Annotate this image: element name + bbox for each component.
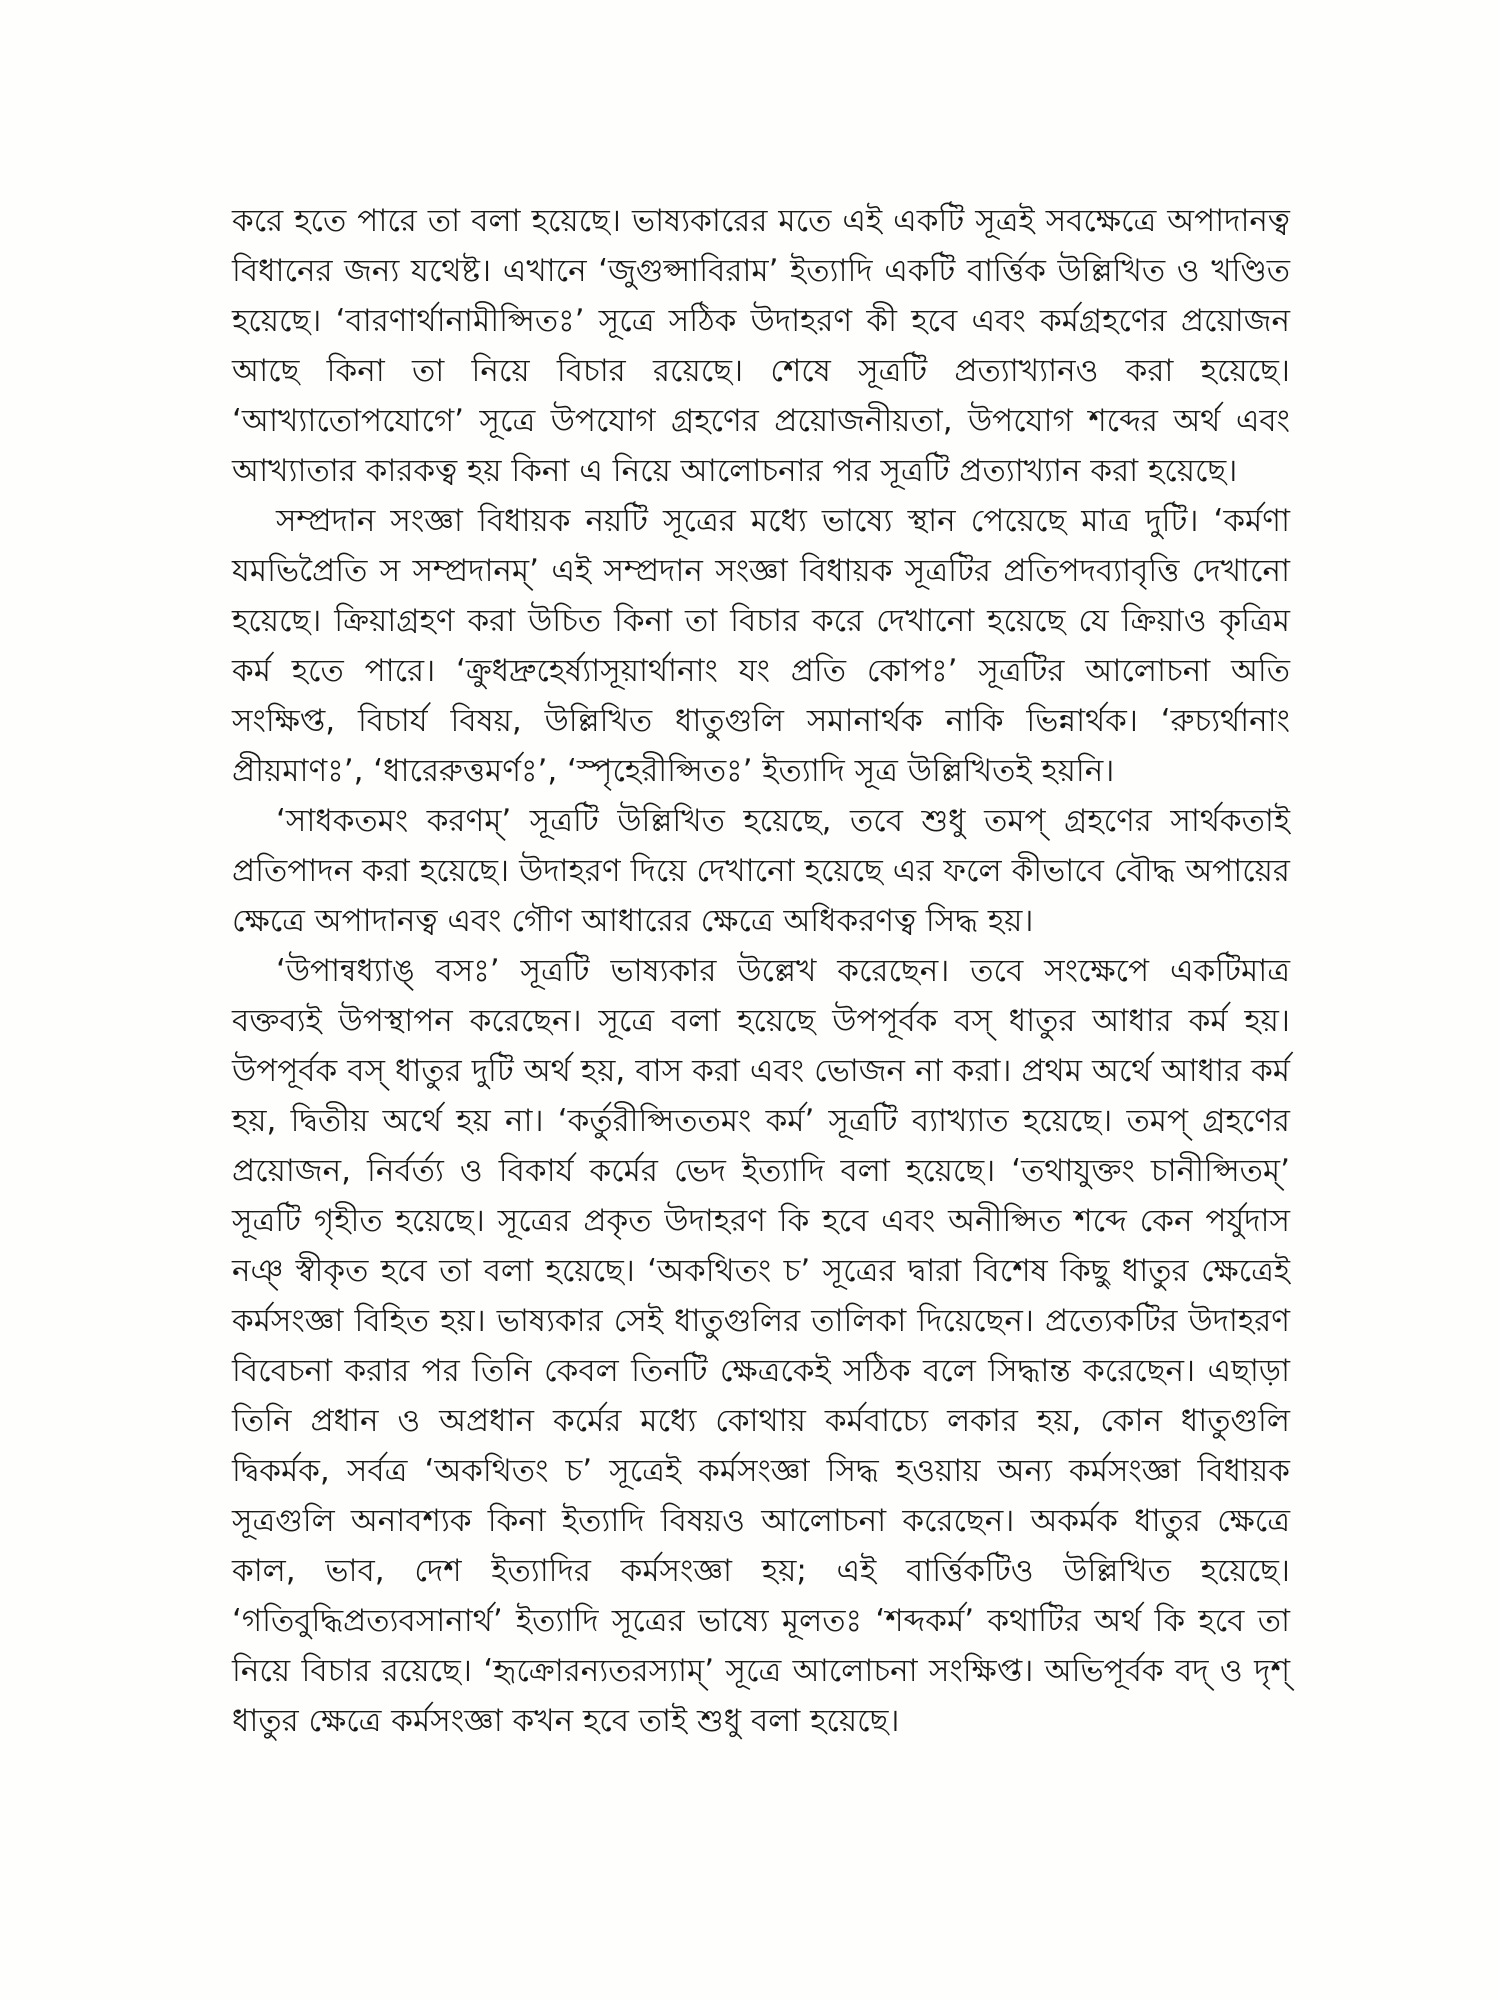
paragraph-2: সম্প্রদান সংজ্ঞা বিধায়ক নয়টি সূত্রের মধ্যে ভাষ্যে স্থান পেয়েছে মাত্র দুটি। ‘কর্মণা যমভিপ্রৈতি স সম্প্রদানম্’ এই সম্প্রদান সংজ্ঞা বিধায়ক সূত্রটির প্রতিপদব্যাবৃত্তি দেখানো হয়েছে। ক্রিয়াগ্রহণ করা উচিত কিনা তা বিচার করে দেখানো হয়েছে যে ক্রিয়াও কৃত্রিম কর্ম হতে পারে। ‘ক্রুধদ্রুহের্ষ্যাসূয়ার্থানাং যং প্রতি কোপঃ’ সূত্রটির আলোচনা অতি সংক্ষিপ্ত, বিচার্য বিষয়, উল্লিখিত ধাতুগুলি সমানার্থক নাকি ভিন্নার্থক। ‘রুচ্যর্থানাং প্রীয়মাণঃ’, ‘ধারেরুত্তমর্ণঃ’, ‘স্পৃহেরীপ্সিতঃ’ ইত্যাদি সূত্র উল্লিখিতই হয়নি। (232, 503, 1290, 789)
paragraph-4: ‘উপান্বধ্যাঙ্ বসঃ’ সূত্রটি ভাষ্যকার উল্লেখ করেছেন। তবে সংক্ষেপে একটিমাত্র বক্তব্যই উপস্থাপন করেছেন। সূত্রে বলা হয়েছে উপপূর্বক বস্ ধাতুর আধার কর্ম হয়। উপপূর্বক বস্ ধাতুর দুটি অর্থ হয়, বাস করা এবং ভোজন না করা। প্রথম অর্থে আধার কর্ম হয়, দ্বিতীয় অর্থে হয় না। ‘কর্তুরীপ্সিততমং কর্ম’ সূত্রটি ব্যাখ্যাত হয়েছে। তমপ্ গ্রহণের প্রয়োজন, নির্বর্ত্য ও বিকার্য কর্মের ভেদ ইত্যাদি বলা হয়েছে। ‘তথাযুক্তং চানীপ্সিতম্’ সূত্রটি গৃহীত হয়েছে। সূত্রের প্রকৃত উদাহরণ কি হবে এবং অনীপ্সিত শব্দে কেন পর্যুদাস নঞ্ স্বীকৃত হবে তা বলা হয়েছে। ‘অকথিতং চ’ সূত্রের দ্বারা বিশেষ কিছু ধাতুর ক্ষেত্রেই কর্মসংজ্ঞা বিহিত হয়। ভাষ্যকার সেই ধাতুগুলির তালিকা দিয়েছেন। প্রত্যেকটির উদাহরণ বিবেচনা করার পর তিনি কেবল তিনটি ক্ষেত্রকেই সঠিক বলে সিদ্ধান্ত করেছেন। এছাড়া তিনি প্রধান ও অপ্রধান কর্মের মধ্যে কোথায় কর্মবাচ্যে লকার হয়, কোন ধাতুগুলি দ্বিকর্মক, সর্বত্র ‘অকথিতং চ’ সূত্রেই কর্মসংজ্ঞা সিদ্ধ হওয়ায় অন্য কর্মসংজ্ঞা বিধায়ক সূত্রগুলি অনাবশ্যক কিনা ইত্যাদি বিষয়ও আলোচনা করেছেন। অকর্মক ধাতুর ক্ষেত্রে কাল, ভাব, দেশ ইত্যাদির কর্মসংজ্ঞা হয়; এই বার্ত্তিকটিও উল্লিখিত হয়েছে। ‘গতিবুদ্ধিপ্রত্যবসানার্থ’ ইত্যাদি সূত্রের ভাষ্যে মূলতঃ ‘শব্দকর্ম’ কথাটির অর্থ কি হবে তা নিয়ে বিচার রয়েছে। ‘হৃক্রোরন্যতরস্যাম্’ সূত্রে আলোচনা সংক্ষিপ্ত। অভিপূর্বক বদ্ ও দৃশ্ ধাতুর ক্ষেত্রে কর্মসংজ্ঞা কখন হবে তাই শুধু বলা হয়েছে। (232, 953, 1290, 1739)
page-body-text (232, 196, 1290, 1746)
paragraph-1: করে হতে পারে তা বলা হয়েছে। ভাষ্যকারের মতে এই একটি সূত্রই সবক্ষেত্রে অপাদানত্ব বিধানের জন্য যথেষ্ট। এখানে ‘জুগুপ্সাবিরাম’ ইত্যাদি একটি বার্ত্তিক উল্লিখিত ও খণ্ডিত হয়েছে। ‘বারণার্থানামীপ্সিতঃ’ সূত্রে সঠিক উদাহরণ কী হবে এবং কর্মগ্রহণের প্রয়োজন আছে কিনা তা নিয়ে বিচার রয়েছে। শেষে সূত্রটি প্রত্যাখ্যানও করা হয়েছে। ‘আখ্যাতোপযোগে’ সূত্রে উপযোগ গ্রহণের প্রয়োজনীয়তা, উপযোগ শব্দের অর্থ এবং আখ্যাতার কারকত্ব হয় কিনা এ নিয়ে আলোচনার পর সূত্রটি প্রত্যাখ্যান করা হয়েছে। (232, 203, 1290, 489)
paragraph-3: ‘সাধকতমং করণম্’ সূত্রটি উল্লিখিত হয়েছে, তবে শুধু তমপ্ গ্রহণের সার্থকতাই প্রতিপাদন করা হয়েছে। উদাহরণ দিয়ে দেখানো হয়েছে এর ফলে কীভাবে বৌদ্ধ অপায়ের ক্ষেত্রে অপাদানত্ব এবং গৌণ আধারের ক্ষেত্রে অধিকরণত্ব সিদ্ধ হয়। (232, 803, 1290, 939)
